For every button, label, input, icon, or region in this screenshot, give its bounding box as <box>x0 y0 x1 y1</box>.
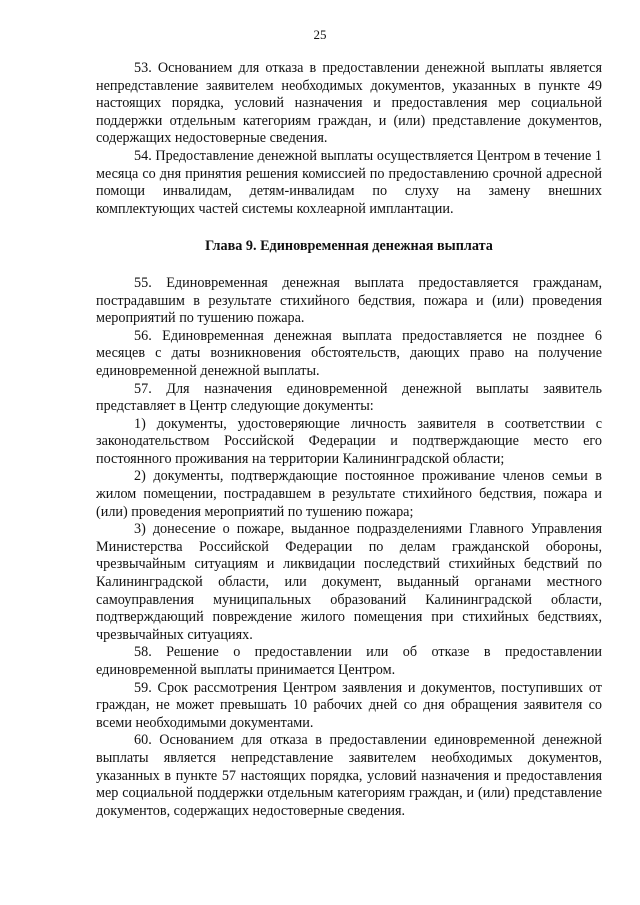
list-item-1: 1) документы, удостоверяющие личность заявителя в соответствии с законодательством Российской Федерации и подтверждающие место его постоянного проживания на территории Калининградской области; <box>96 415 602 467</box>
chapter-heading: Глава 9. Единовременная денежная выплата <box>205 238 493 255</box>
page-number: 25 <box>313 27 327 42</box>
paragraph-60: 60. Основанием для отказа в предоставлении единовременной денежной выплаты является непредставление заявителем необходимых документов, указанных в пункте 57 настоящих порядка, условий назначения и предоставления мер социальной поддержки отдельным категориям граждан, и (или) представление документов, содержащих недостоверные сведения. <box>96 732 602 819</box>
document-body <box>96 60 602 820</box>
paragraph-59: 59. Срок рассмотрения Центром заявления и документов, поступивших от граждан, не может превышать 10 рабочих дней со дня обращения заявителя со всеми необходимыми документами. <box>96 679 602 731</box>
paragraph-56: 56. Единовременная денежная выплата предоставляется не позднее 6 месяцев с даты возникновения обстоятельств, дающих право на получение единовременной денежной выплаты. <box>96 327 602 379</box>
paragraph-53: 53. Основанием для отказа в предоставлении денежной выплаты является непредставление заявителем необходимых документов, указанных в пункте 49 настоящих порядка, условий назначения и предоставления мер социальной поддержки отдельным категориям граждан, и (или) представление документов, содержащих недостоверные сведения. <box>96 60 602 147</box>
paragraph-55: 55. Единовременная денежная выплата предоставляется гражданам, пострадавшим в результате стихийного бедствия, пожара и (или) проведения мероприятий по тушению пожара. <box>96 274 602 327</box>
list-item-3: 3) донесение о пожаре, выданное подразделениями Главного Управления Министерства Российской Федерации по делам гражданской обороны, чрезвычайным ситуациям и ликвидации последствий стихийных бедствий по Калининградской области, или документ, выданный органами местного самоуправления муниципальных образований Калининградской области, подтверждающий повреждение жилого помещения при стихийных бедствиях, чрезвычайных ситуациях. <box>96 521 602 643</box>
paragraph-58: 58. Решение о предоставлении или об отказе в предоставлении единовременной выплаты принимается Центром. <box>96 644 602 678</box>
list-item-2: 2) документы, подтверждающие постоянное проживание членов семьи в жилом помещении, пострадавшем в результате стихийного бедствия, пожара и (или) проведения мероприятий по тушению пожара; <box>96 468 602 520</box>
paragraph-57: 57. Для назначения единовременной денежной выплаты заявитель представляет в Центр следующие документы: <box>96 380 602 415</box>
paragraph-54: 54. Предоставление денежной выплаты осуществляется Центром в течение 1 месяца со дня принятия решения комиссией по предоставлению срочной адресной помощи инвалидам, детям-инвалидам по слуху на замену внешних комплектующих частей системы кохлеарной имплантации. <box>96 147 602 217</box>
